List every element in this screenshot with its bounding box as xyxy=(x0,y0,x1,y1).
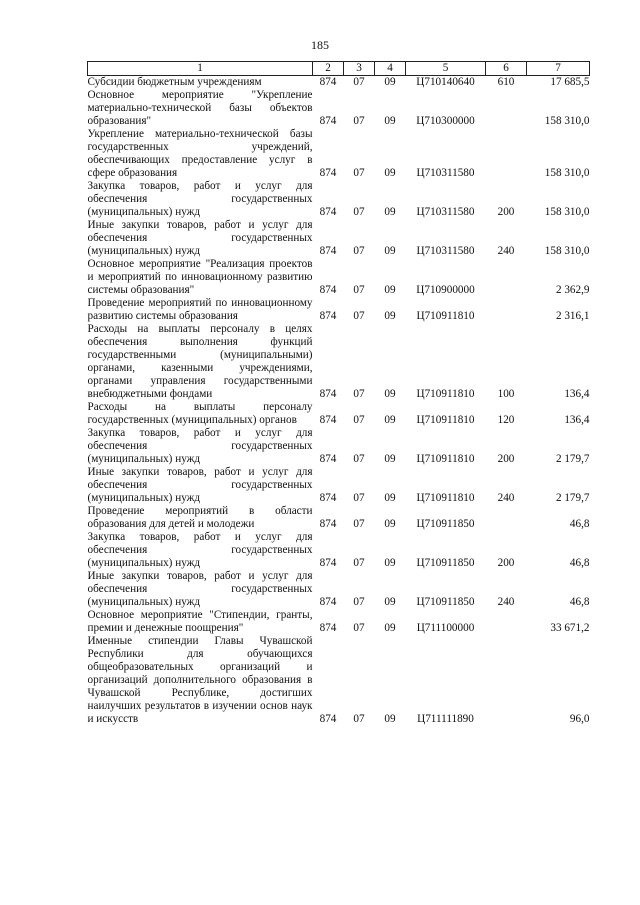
header-cell-1: 1 xyxy=(88,62,313,76)
row-amount: 158 310,0 xyxy=(544,115,590,127)
row-amount: 46,8 xyxy=(569,596,590,608)
row-col-6 xyxy=(486,635,527,726)
row-col-2: 874 xyxy=(319,388,337,400)
row-col-4: 09 xyxy=(384,76,396,88)
row-col-6 xyxy=(486,609,527,635)
table-row xyxy=(88,323,590,401)
row-col-2: 874 xyxy=(319,310,337,322)
row-col-4: 09 xyxy=(384,492,396,504)
row-col-3: 07 xyxy=(353,596,365,608)
row-col-2: 874 xyxy=(319,414,337,426)
row-col-3: 07 xyxy=(353,284,365,296)
row-col-2: 874 xyxy=(319,713,337,725)
row-col-2: 874 xyxy=(319,492,337,504)
table-row xyxy=(88,180,590,219)
row-col-6: 240 xyxy=(497,245,515,257)
row-col-2: 874 xyxy=(319,76,337,88)
row-description: Основное мероприятие "Стипендии, гранты, премии и денежные поощрения" xyxy=(87,609,313,634)
row-col-4: 09 xyxy=(384,245,396,257)
row-description: Проведение мероприятий в области образования для детей и молодежи xyxy=(87,505,313,530)
row-col-5: Ц710311580 xyxy=(416,167,475,179)
table-row xyxy=(88,427,590,466)
table-row xyxy=(88,609,590,635)
row-col-3: 07 xyxy=(353,622,365,634)
row-col-5: Ц710911810 xyxy=(416,492,475,504)
row-col-3: 07 xyxy=(353,388,365,400)
row-col-4: 09 xyxy=(384,206,396,218)
row-col-4: 09 xyxy=(384,284,396,296)
row-col-4: 09 xyxy=(384,453,396,465)
row-col-2: 874 xyxy=(319,245,337,257)
table-body xyxy=(88,76,590,727)
table-row xyxy=(88,297,590,323)
row-col-3: 07 xyxy=(353,557,365,569)
header-cell-7: 7 xyxy=(527,62,590,76)
row-amount: 158 310,0 xyxy=(544,206,590,218)
row-col-4: 09 xyxy=(384,414,396,426)
row-description: Закупка товаров, работ и услуг для обеспечения государственных (муниципальных) нужд xyxy=(87,531,313,569)
row-amount: 2 362,9 xyxy=(555,284,590,296)
table-header xyxy=(88,62,590,76)
row-col-3: 07 xyxy=(353,414,365,426)
table-row xyxy=(88,219,590,258)
row-col-5: Ц711100000 xyxy=(416,622,475,634)
row-col-2: 874 xyxy=(319,206,337,218)
row-col-6: 200 xyxy=(497,206,515,218)
table-row xyxy=(88,505,590,531)
table-row xyxy=(88,76,590,90)
table-row xyxy=(88,401,590,427)
row-col-6: 610 xyxy=(497,76,515,88)
row-description: Укрепление материально-технической базы государственных учреждений, обеспечивающих предоставление услуг в сфере образования xyxy=(87,128,313,179)
row-col-3: 07 xyxy=(353,518,365,530)
row-col-5: Ц710911810 xyxy=(416,414,475,426)
row-col-5: Ц710900000 xyxy=(416,284,475,296)
row-col-5: Ц710911850 xyxy=(416,596,475,608)
row-col-4: 09 xyxy=(384,388,396,400)
row-col-4: 09 xyxy=(384,596,396,608)
row-description: Субсидии бюджетным учреждениям xyxy=(87,76,262,88)
page-number: 185 xyxy=(311,38,329,52)
row-col-5: Ц710911810 xyxy=(416,310,475,322)
row-col-5: Ц710311580 xyxy=(416,206,475,218)
row-col-6 xyxy=(486,89,527,128)
row-col-5: Ц710911810 xyxy=(416,388,475,400)
table-row xyxy=(88,570,590,609)
row-col-4: 09 xyxy=(384,622,396,634)
row-col-6: 200 xyxy=(497,453,515,465)
header-row xyxy=(88,62,590,76)
table-row xyxy=(88,635,590,726)
row-amount: 158 310,0 xyxy=(544,167,590,179)
row-col-2: 874 xyxy=(319,284,337,296)
row-col-3: 07 xyxy=(353,713,365,725)
row-description: Иные закупки товаров, работ и услуг для обеспечения государственных (муниципальных) нужд xyxy=(87,219,313,257)
row-description: Иные закупки товаров, работ и услуг для обеспечения государственных (муниципальных) нужд xyxy=(87,570,313,608)
row-description: Основное мероприятие "Укрепление материально-технической базы объектов образования" xyxy=(87,89,313,127)
header-cell-3: 3 xyxy=(344,62,375,76)
row-col-4: 09 xyxy=(384,557,396,569)
row-amount: 33 671,2 xyxy=(550,622,590,634)
row-description: Закупка товаров, работ и услуг для обеспечения государственных (муниципальных) нужд xyxy=(87,427,313,465)
row-description: Закупка товаров, работ и услуг для обеспечения государственных (муниципальных) нужд xyxy=(87,180,313,218)
row-amount: 158 310,0 xyxy=(544,245,590,257)
table-row xyxy=(88,128,590,180)
row-col-4: 09 xyxy=(384,167,396,179)
row-col-2: 874 xyxy=(319,115,337,127)
row-description: Иные закупки товаров, работ и услуг для обеспечения государственных (муниципальных) нужд xyxy=(87,466,313,504)
row-col-2: 874 xyxy=(319,596,337,608)
row-col-3: 07 xyxy=(353,206,365,218)
table-row xyxy=(88,531,590,570)
row-col-6 xyxy=(486,505,527,531)
header-cell-4: 4 xyxy=(375,62,406,76)
row-col-5: Ц710140640 xyxy=(416,76,475,88)
row-amount: 2 179,7 xyxy=(555,492,590,504)
header-cell-2: 2 xyxy=(313,62,344,76)
row-col-3: 07 xyxy=(353,76,365,88)
row-col-3: 07 xyxy=(353,310,365,322)
row-col-3: 07 xyxy=(353,115,365,127)
row-col-5: Ц710311580 xyxy=(416,245,475,257)
row-col-5: Ц710911810 xyxy=(416,453,475,465)
row-col-6: 100 xyxy=(497,388,515,400)
row-col-4: 09 xyxy=(384,518,396,530)
row-col-2: 874 xyxy=(319,518,337,530)
row-col-3: 07 xyxy=(353,245,365,257)
row-col-4: 09 xyxy=(384,115,396,127)
row-col-2: 874 xyxy=(319,557,337,569)
row-col-6: 240 xyxy=(497,596,515,608)
row-col-2: 874 xyxy=(319,167,337,179)
table-row xyxy=(88,258,590,297)
row-col-6: 200 xyxy=(497,557,515,569)
row-description: Проведение мероприятий по инновационному развитию системы образования xyxy=(87,297,313,322)
row-amount: 136,4 xyxy=(564,414,590,426)
row-description: Основное мероприятие "Реализация проектов и мероприятий по инновационному развитию системы образования" xyxy=(87,258,313,296)
row-col-2: 874 xyxy=(319,453,337,465)
header-cell-5: 5 xyxy=(406,62,486,76)
row-amount: 96,0 xyxy=(569,713,590,725)
row-amount: 46,8 xyxy=(569,518,590,530)
row-col-2: 874 xyxy=(319,622,337,634)
row-col-3: 07 xyxy=(353,167,365,179)
row-amount: 2 179,7 xyxy=(555,453,590,465)
row-description: Расходы на выплаты персоналу государственных (муниципальных) органов xyxy=(87,401,313,426)
row-col-3: 07 xyxy=(353,492,365,504)
row-col-5: Ц710911850 xyxy=(416,518,475,530)
row-col-6 xyxy=(486,258,527,297)
budget-table xyxy=(87,61,590,726)
row-col-6 xyxy=(486,297,527,323)
table-row xyxy=(88,89,590,128)
row-col-6: 240 xyxy=(497,492,515,504)
table-row xyxy=(88,466,590,505)
row-amount: 46,8 xyxy=(569,557,590,569)
row-col-4: 09 xyxy=(384,310,396,322)
row-col-5: Ц710911850 xyxy=(416,557,475,569)
row-amount: 2 316,1 xyxy=(555,310,590,322)
row-col-5: Ц711111890 xyxy=(417,713,474,725)
row-description: Расходы на выплаты персоналу в целях обеспечения выполнения функций государственными (муниципальными) органами, казенными учреждениями, органами управления государственными внебюджетными фондами xyxy=(87,323,313,400)
row-col-4: 09 xyxy=(384,713,396,725)
row-col-6 xyxy=(486,128,527,180)
row-description: Именные стипендии Главы Чувашской Республики для обучающихся общеобразовательных организаций и организаций дополнительного образования в Чувашской Республике, достигших наилучших результатов в изучении основ наук и искусств xyxy=(87,635,313,725)
row-amount: 136,4 xyxy=(564,388,590,400)
row-col-3: 07 xyxy=(353,453,365,465)
row-amount: 17 685,5 xyxy=(550,76,590,88)
row-col-6: 120 xyxy=(497,414,515,426)
row-col-5: Ц710300000 xyxy=(416,115,475,127)
header-cell-6: 6 xyxy=(486,62,527,76)
